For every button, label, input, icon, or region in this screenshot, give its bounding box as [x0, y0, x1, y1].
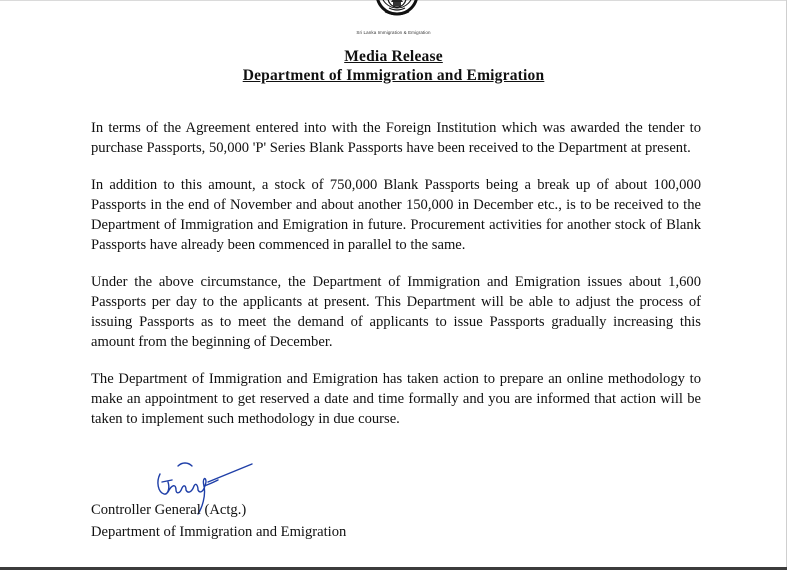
signatory-designation: Controller General (Actg.): [91, 502, 247, 518]
signatory-department: Department of Immigration and Emigration: [91, 524, 347, 540]
paragraph-online-appointment: The Department of Immigration and Emigration has taken action to prepare an online methodology to make an appointment to get reserved a date and time formally and you are informed that action will be taken to implement such methodology in due course.: [91, 371, 701, 427]
paragraph-passports-received: In terms of the Agreement entered into with the Foreign Institution which was awarded the tender to purchase Passports, 50,000 'P' Series Blank Passports have been received to the Department at present.: [91, 120, 701, 156]
paragraph-additional-stock: In addition to this amount, a stock of 750,000 Blank Passports being a break up of about 100,000 Passports in the end of November and about another 150,000 in December etc., is to be received to the Department of Immigration and Emigration in future. Procurement activities for another stock of Blank Passports have already been commenced in parallel to the same.: [91, 177, 701, 253]
release-body: [91, 118, 701, 446]
emblem-caption: Sri Lanka Immigration & Emigration: [356, 30, 431, 35]
national-emblem-icon: [371, 0, 423, 30]
media-release-title: Media Release: [344, 48, 443, 65]
signature-block: [91, 499, 346, 543]
paragraph-daily-issuance: Under the above circumstance, the Department of Immigration and Emigration issues about 1,600 Passports per day to the applicants at present. This Department will be able to adjust the process of issuing Passports as to meet the demand of applicants to issue Passports gradually increasing this amount from the beginning of December.: [91, 274, 701, 350]
department-heading: Department of Immigration and Emigration: [242, 67, 545, 84]
